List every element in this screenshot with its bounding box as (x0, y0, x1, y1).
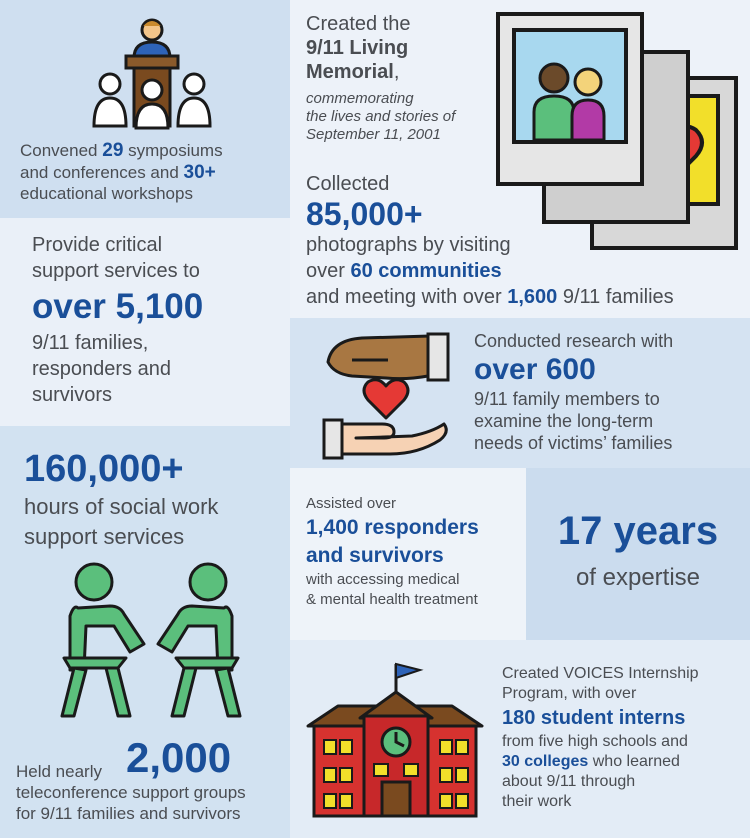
memorial-italic1: commemorating (306, 90, 414, 107)
responders-bold1: 1,400 responders (306, 516, 479, 539)
photos-line4-post: 9/11 families (562, 286, 674, 308)
two-people-seated-icon (56, 560, 246, 720)
symposiums-line2-pre: and conferences and (20, 162, 179, 182)
support-line5: survivors (32, 384, 113, 406)
memorial-line3-bold: Memorial (306, 61, 394, 83)
photos-line4-pre: and meeting with over (306, 286, 502, 308)
photos-text (306, 172, 750, 310)
photos-headline: 85,000+ (306, 196, 423, 232)
voices-line4-post: who learned (592, 753, 680, 770)
memorial-line1: Created the (306, 13, 411, 35)
voices-line5: about 9/11 through (502, 773, 636, 790)
photos-line1: Collected (306, 173, 390, 195)
symposiums-line3: educational workshops (20, 183, 193, 203)
symposiums-line1-pre: Convened (20, 141, 98, 160)
support-line4: responders and (32, 358, 171, 380)
years-line1: of expertise (575, 564, 701, 591)
photos-line3-pre: over (306, 260, 345, 282)
responders-bold2: and survivors (306, 544, 444, 567)
panel-years (526, 468, 750, 640)
voices-line2: Program, with over (502, 685, 637, 702)
voices-line3: from five high schools and (502, 733, 688, 750)
school-building-icon (302, 660, 488, 820)
responders-line1: Assisted over (306, 495, 397, 512)
voices-bold2: 30 colleges (502, 753, 589, 770)
teleconference-headline: 2,000 (126, 734, 232, 781)
hours-text (24, 446, 290, 552)
research-line4: needs of victims’ families (474, 433, 673, 453)
memorial-line3-post: , (393, 61, 400, 83)
research-line3: examine the long-term (474, 411, 654, 431)
research-text (474, 330, 750, 454)
responders-text (306, 494, 526, 610)
memorial-italic2: the lives and stories of (306, 108, 456, 125)
voices-text (502, 664, 750, 812)
voices-line1: Created VOICES Internship (502, 665, 699, 682)
support-headline: over 5,100 (32, 287, 204, 326)
support-line1: Provide critical (32, 234, 163, 256)
memorial-italic3: September 11, 2001 (306, 126, 441, 143)
voices-bold1: 180 student interns (502, 707, 686, 729)
communities-count: 60 communities (350, 260, 502, 282)
symposiums-count: 29 (102, 140, 124, 161)
research-headline: over 600 (474, 353, 596, 386)
hands-heart-icon (322, 328, 452, 460)
podium-speaker-icon (92, 10, 212, 132)
families-count: 1,600 (507, 286, 558, 308)
memorial-text (306, 12, 506, 144)
symposiums-line1-post: symposiums (128, 141, 223, 160)
research-line2: 9/11 family members to (474, 389, 660, 409)
voices-line6: their work (502, 793, 572, 810)
research-line1: Conducted research with (474, 331, 674, 351)
teleconference-line1: teleconference support groups (16, 783, 246, 802)
responders-line3: & mental health treatment (306, 591, 478, 608)
years-headline: 17 years (557, 509, 719, 553)
hours-line1: hours of social work (24, 494, 219, 519)
hours-line2: support services (24, 524, 185, 549)
responders-line2: with accessing medical (306, 571, 460, 588)
teleconference-line2: for 9/11 families and survivors (16, 804, 241, 823)
workshops-count: 30+ (183, 161, 216, 183)
symposiums-text (20, 140, 290, 203)
support-text (32, 232, 282, 408)
teleconference-pre: Held nearly (16, 762, 102, 781)
support-line3: 9/11 families, (32, 332, 149, 354)
hours-headline: 160,000+ (24, 448, 184, 490)
photos-line2: photographs by visiting (306, 234, 511, 256)
teleconference-body (16, 782, 290, 824)
memorial-line2: 9/11 Living (306, 37, 409, 59)
support-line2: support services to (32, 260, 200, 282)
